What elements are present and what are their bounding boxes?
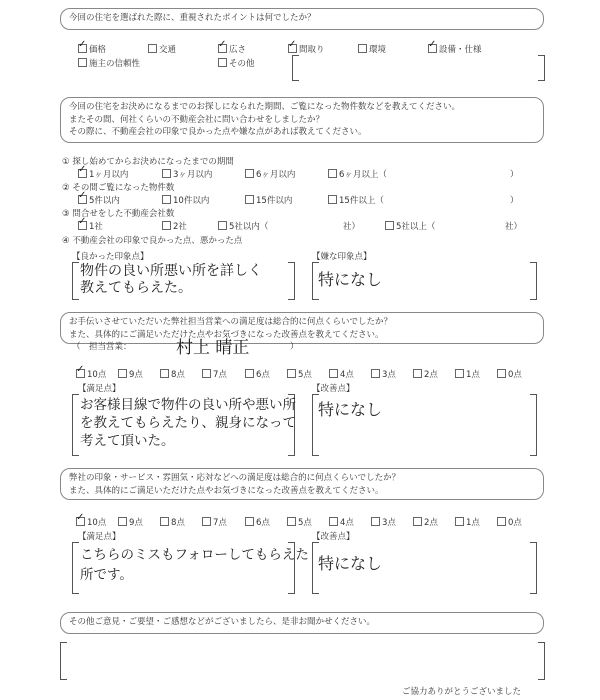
score-label: 6点	[256, 518, 270, 528]
q2-s1-close: ）	[510, 170, 519, 180]
checkbox-checked[interactable]	[78, 169, 87, 178]
question-4-box	[60, 468, 544, 500]
score-option[interactable]	[287, 516, 312, 528]
checkbox[interactable]	[218, 221, 227, 230]
score-option[interactable]	[245, 368, 270, 380]
checkbox-checked[interactable]	[428, 44, 437, 53]
checkbox[interactable]	[497, 369, 506, 378]
score-option[interactable]	[497, 368, 522, 380]
checkbox[interactable]	[287, 369, 296, 378]
q1-option-size[interactable]: ✓ 広さ	[218, 43, 246, 55]
q3-good-handwriting: お客様目線で物件の良い所や悪い所 を教えてもらえたり、親身になって 考えて頂いた。	[80, 397, 296, 449]
q2-s2-opt-1[interactable]: ✓5件以内	[78, 194, 120, 206]
score-label: 8点	[171, 370, 185, 380]
checkbox[interactable]	[413, 369, 422, 378]
q4-bad-label: 【改善点】	[312, 532, 355, 542]
q1-other-bracket-right	[538, 55, 545, 81]
checkbox[interactable]	[118, 369, 127, 378]
checkbox[interactable]	[455, 517, 464, 526]
q2-s3-opt-1[interactable]: ✓1社	[78, 220, 103, 232]
score-label: 1点	[466, 518, 480, 528]
checkbox[interactable]	[245, 195, 254, 204]
checkbox[interactable]	[287, 517, 296, 526]
score-label: 5点	[298, 518, 312, 528]
checkbox[interactable]	[455, 369, 464, 378]
checkbox[interactable]	[160, 517, 169, 526]
checkbox[interactable]	[162, 195, 171, 204]
question-3-line-1: お手伝いさせていただいた弊社担当営業への満足度は総合的に何点くらいでしたか？	[69, 317, 393, 327]
score-label: 4点	[340, 518, 354, 528]
score-label: 2点	[424, 518, 438, 528]
q1-option-transport[interactable]: 交通	[148, 43, 176, 55]
question-2-box	[60, 97, 544, 143]
q2-good-bracket-right	[288, 262, 295, 300]
checkbox[interactable]	[328, 195, 337, 204]
q2-s2-opt-2[interactable]: 10件以内	[162, 194, 209, 206]
score-label: 3点	[382, 370, 396, 380]
checkbox[interactable]	[358, 44, 367, 53]
score-label: 9点	[129, 518, 143, 528]
q2-sub1-title: ① 探し始めてからお決めになったまでの期間	[62, 157, 234, 167]
q5-bracket-right	[538, 642, 545, 680]
q1-option-price[interactable]: ✓価格	[78, 43, 106, 55]
score-label: 6点	[256, 370, 270, 380]
checkbox[interactable]	[162, 221, 171, 230]
q3-rep-label: （ 担当営業：	[72, 342, 132, 352]
score-label: 10点	[87, 370, 107, 380]
question-1-text: 今回の住宅を選ばれた際に、重視されたポイントは何でしたか？	[69, 13, 316, 23]
question-5-text: その他ご意見・ご要望・ご感想などがございましたら、是非お聞かせください。	[69, 617, 376, 627]
q1-other-bracket-left	[292, 55, 299, 81]
q2-s3-opt-2[interactable]: 2社	[162, 220, 187, 232]
checkbox-checked[interactable]	[78, 221, 87, 230]
q3-bad-handwriting: 特になし	[318, 400, 383, 419]
q3-rep-name: 村上 晴正	[176, 338, 250, 358]
footer-thanks: ご協力ありがとうございました	[402, 687, 522, 697]
score-option[interactable]	[118, 516, 143, 528]
q5-bracket-left	[60, 642, 67, 680]
q2-s3-opt-3-close: 社）	[343, 222, 361, 232]
score-label: 0点	[508, 518, 522, 528]
score-label: 8点	[171, 518, 185, 528]
checkbox[interactable]	[245, 169, 254, 178]
q3-bad-label: 【改善点】	[312, 384, 355, 394]
score-option[interactable]	[118, 368, 143, 380]
q1-option-environment[interactable]: 環境	[358, 43, 386, 55]
q2-s3-opt-4[interactable]: 5社以上（	[385, 220, 435, 232]
q4-good-bracket-left	[72, 542, 79, 594]
score-label: 0点	[508, 370, 522, 380]
question-1-box	[60, 8, 544, 30]
q3-good-bracket-left	[72, 394, 79, 456]
question-4-line-1: 弊社の印象・サービス・雰囲気・応対などへの満足度は総合的に何点くらいでしたか？	[69, 473, 401, 483]
q4-bad-handwriting: 特になし	[318, 554, 383, 573]
checkbox-checked[interactable]	[288, 44, 297, 53]
score-label: 5点	[298, 370, 312, 380]
checkbox[interactable]	[328, 169, 337, 178]
q1-option-equipment[interactable]: ✓ 設備・仕様	[428, 43, 482, 55]
checkbox[interactable]	[160, 369, 169, 378]
score-option[interactable]	[160, 368, 185, 380]
checkbox-checked[interactable]	[78, 44, 87, 53]
checkbox[interactable]	[148, 44, 157, 53]
score-option[interactable]	[202, 516, 227, 528]
q3-bad-bracket-right	[530, 394, 537, 456]
q3-good-label: 【満足点】	[78, 384, 121, 394]
checkbox[interactable]	[202, 517, 211, 526]
checkbox-checked[interactable]	[76, 517, 85, 526]
checkbox[interactable]	[78, 58, 87, 67]
score-option[interactable]	[455, 368, 480, 380]
q2-s2-close: ）	[510, 196, 519, 206]
score-option[interactable]	[371, 368, 396, 380]
score-label: 3点	[382, 518, 396, 528]
q2-s1-opt-1[interactable]: ✓1ヶ月以内	[78, 168, 128, 180]
score-label: 2点	[424, 370, 438, 380]
score-option[interactable]	[76, 368, 106, 380]
checkbox[interactable]	[497, 517, 506, 526]
checkbox[interactable]	[162, 169, 171, 178]
score-option[interactable]	[287, 368, 312, 380]
score-option[interactable]	[202, 368, 227, 380]
q2-s1-opt-4[interactable]: 6ヶ月以上（	[328, 168, 387, 180]
checkbox[interactable]	[245, 369, 254, 378]
checkbox-checked[interactable]	[76, 369, 85, 378]
score-option[interactable]	[329, 516, 354, 528]
q2-good-bracket-left	[72, 262, 79, 300]
score-option[interactable]	[413, 516, 438, 528]
q2-sub3-title: ③ 問合せをした不動産会社数	[62, 209, 175, 219]
q1-option-builder-trust[interactable]: 施主の信頼性	[78, 57, 140, 69]
checkbox[interactable]	[218, 58, 227, 67]
question-3-box	[60, 312, 544, 344]
score-option[interactable]	[371, 516, 396, 528]
checkbox[interactable]	[385, 221, 394, 230]
score-option[interactable]	[455, 516, 480, 528]
question-5-box	[60, 612, 544, 634]
q4-good-label: 【満足点】	[78, 532, 121, 542]
question-2-line-2: またその間、何社くらいの不動産会社に問い合わせをしましたか？	[69, 114, 325, 125]
question-3-line-2: また、具体的にご満足いただけた点やお気づきになった改善点を教えてください。	[69, 329, 384, 340]
score-label: 7点	[213, 370, 227, 380]
score-option[interactable]	[413, 368, 438, 380]
checkbox-checked[interactable]	[78, 195, 87, 204]
q2-s1-opt-3[interactable]: 6ヶ月以内	[245, 168, 295, 180]
score-option[interactable]	[76, 516, 106, 528]
q3-rep-close: ）	[290, 342, 299, 352]
q2-bad-handwriting: 特になし	[318, 270, 383, 289]
score-option[interactable]	[329, 368, 354, 380]
checkbox[interactable]	[329, 517, 338, 526]
checkbox[interactable]	[371, 369, 380, 378]
checkbox[interactable]	[329, 369, 338, 378]
q2-good-label: 【良かった印象点】	[72, 252, 149, 262]
checkbox[interactable]	[245, 517, 254, 526]
q2-sub4-title: ④ 不動産会社の印象で良かった点、悪かった点	[62, 236, 243, 246]
checkbox[interactable]	[413, 517, 422, 526]
score-option[interactable]	[497, 516, 522, 528]
score-option[interactable]	[245, 516, 270, 528]
score-option[interactable]	[160, 516, 185, 528]
q4-bad-bracket-right	[530, 542, 537, 594]
q2-s3-opt-4-close: 社）	[505, 222, 523, 232]
question-2-line-1: 今回の住宅をお決めになるまでのお探しになられた期間、ご覧になった物件数などを教えてください。	[69, 102, 461, 112]
checkbox[interactable]	[202, 369, 211, 378]
score-label: 1点	[466, 370, 480, 380]
q2-bad-bracket-right	[530, 262, 537, 300]
q1-option-other[interactable]: その他	[218, 57, 255, 69]
q2-s1-opt-2[interactable]: 3ヶ月以内	[162, 168, 212, 180]
score-label: 7点	[213, 518, 227, 528]
q2-s2-opt-3[interactable]: 15件以内	[245, 194, 292, 206]
q2-good-handwriting: 物件の良い所悪い所を詳しく 教えてもらえた。	[80, 263, 262, 296]
q2-s3-opt-3[interactable]: 5社以内（	[218, 220, 268, 232]
score-label: 10点	[87, 518, 107, 528]
score-label: 9点	[129, 370, 143, 380]
score-label: 4点	[340, 370, 354, 380]
q2-sub2-title: ② その間ご覧になった物件数	[62, 183, 175, 193]
question-2-line-3: その際に、不動産会社の印象で良かった点や嫌な点があれば教えてください。	[69, 127, 367, 137]
q2-bad-label: 【嫌な印象点】	[312, 252, 372, 262]
q2-s2-opt-4[interactable]: 15件以上（	[328, 194, 384, 206]
question-4-line-2: また、具体的にご満足いただけた点やお気づきになった改善点を教えてください。	[69, 485, 384, 496]
checkbox[interactable]	[118, 517, 127, 526]
checkbox-checked[interactable]	[218, 44, 227, 53]
checkbox[interactable]	[371, 517, 380, 526]
q4-good-handwriting: こちらのミスもフォローしてもらえた 所です。	[80, 547, 309, 583]
q1-option-layout[interactable]: ✓ 間取り	[288, 43, 325, 55]
